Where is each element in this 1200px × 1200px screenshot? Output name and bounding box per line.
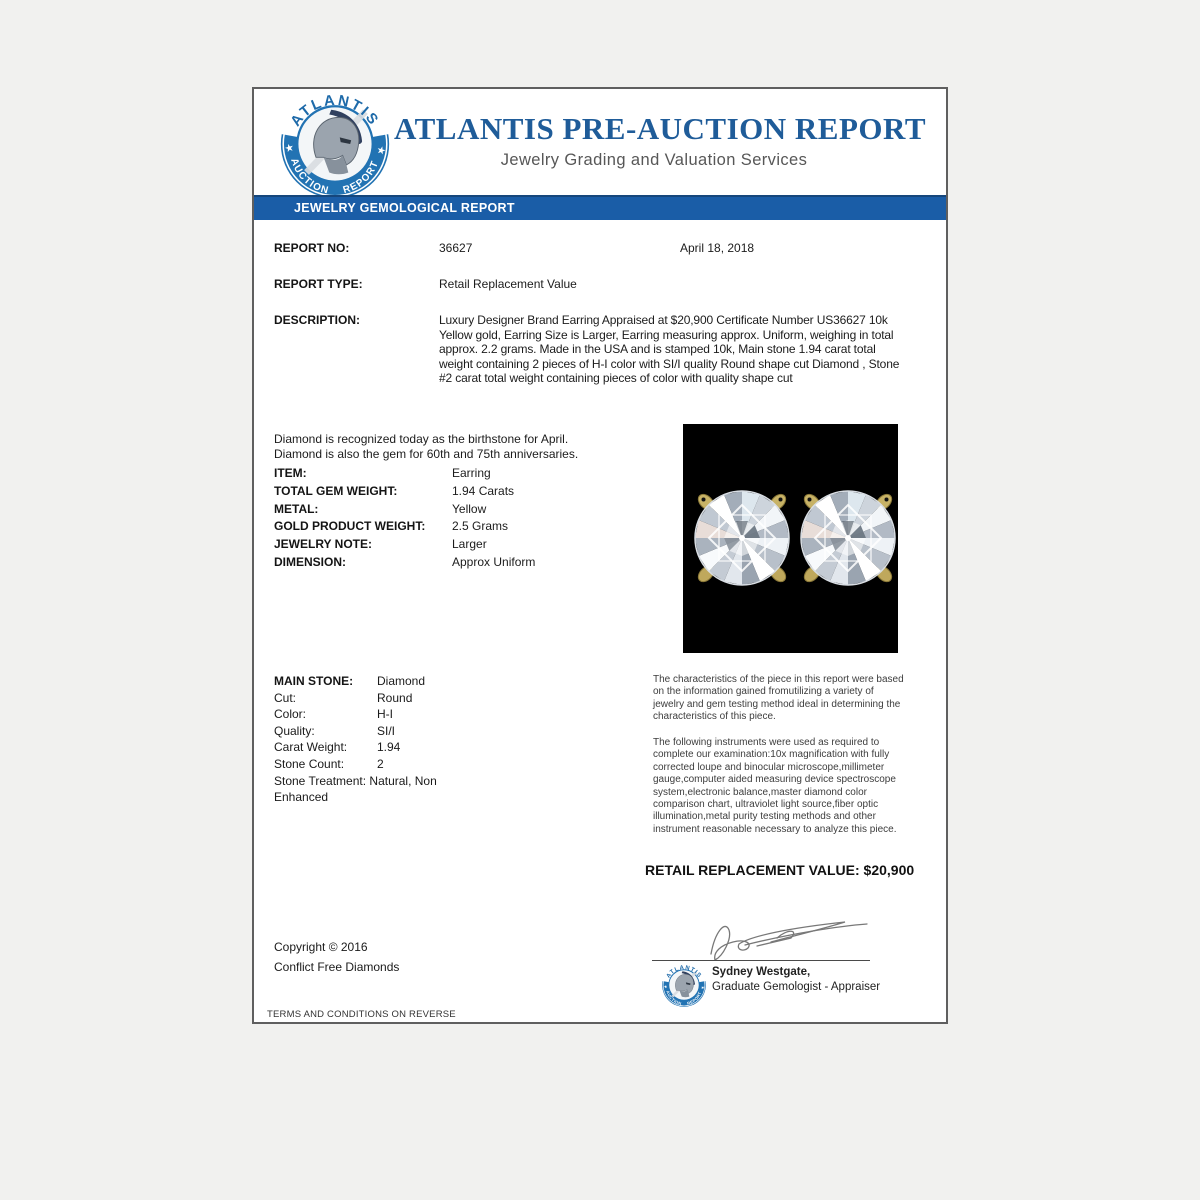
stone-attr-label: Stone Count:: [274, 756, 345, 771]
table-row: [274, 502, 674, 520]
appraiser-logo-icon: [661, 962, 707, 1008]
table-row: [274, 756, 492, 773]
stone-attr-value: Round: [377, 690, 413, 705]
main-stone-value: Diamond: [377, 674, 426, 688]
methodology-paragraph-2: The following instruments were used as required to complete our examination:10x magnification with fully corrected loupe and binocular microscope,millimeter gauge,computer aided measuring device spectroscope system,electronic balance,master diamond color comparison chart, ultraviolet light source,fiber optic illumination,metal purity testing methods and other instrument reasonable necessary to analyze this piece.: [653, 737, 897, 835]
stone-attr-value: H-I: [377, 707, 393, 722]
item-label: DIMENSION:: [274, 554, 346, 569]
description-label: DESCRIPTION:: [274, 313, 361, 327]
report-page: [252, 87, 948, 1024]
methodology-paragraph-1: The characteristics of the piece in this report were based on the information gained fromutilizing a variety of jewelry and gem testing method ideal in determining the characteristics of this piece.: [653, 674, 904, 723]
main-stone-label: MAIN STONE:: [274, 674, 354, 688]
item-value: Yellow: [452, 501, 487, 516]
terms-notice: TERMS AND CONDITIONS ON REVERSE: [267, 1009, 456, 1020]
copyright-text: Copyright © 2016: [274, 940, 368, 954]
report-type-value: Retail Replacement Value: [439, 277, 577, 291]
stone-attr-label: Color:: [274, 707, 307, 722]
table-row: [274, 537, 674, 555]
table-row: [274, 706, 492, 723]
report-type-label: REPORT TYPE:: [274, 277, 363, 291]
item-label: METAL:: [274, 501, 319, 516]
signature-line: [652, 960, 870, 961]
table-row: [274, 739, 492, 756]
appraiser-name: Sydney Westgate,: [712, 966, 811, 978]
appraiser-title: Graduate Gemologist - Appraiser: [712, 981, 881, 993]
page-subtitle: Jewelry Grading and Valuation Services: [500, 151, 808, 169]
table-row: [274, 673, 492, 690]
table-row: [274, 519, 674, 537]
table-row: [274, 723, 492, 740]
stone-attr-label: Cut:: [274, 690, 297, 705]
page-title: ATLANTIS PRE-AUCTION REPORT: [394, 111, 927, 146]
table-row: [274, 555, 674, 573]
report-no-value: 36627: [439, 241, 473, 255]
table-row: [274, 484, 674, 502]
stone-attr-value: SI/I: [377, 723, 396, 738]
stone-attr-value: 1.94: [377, 740, 401, 755]
item-label: JEWELRY NOTE:: [274, 537, 373, 552]
main-stone-table: [274, 673, 492, 806]
item-value: 2.5 Grams: [452, 519, 509, 534]
report-date: April 18, 2018: [680, 241, 755, 255]
retail-replacement-value: RETAIL REPLACEMENT VALUE: $20,900: [645, 862, 915, 878]
stone-treatment-row: [274, 773, 492, 806]
conflict-free-text: Conflict Free Diamonds: [274, 960, 400, 974]
stone-attr-value: Natural, Non Enhanced: [274, 773, 437, 805]
item-label: ITEM:: [274, 466, 307, 480]
table-row: [274, 466, 674, 484]
table-row: [274, 690, 492, 707]
item-value: Larger: [452, 537, 487, 552]
stone-attr-label: Quality:: [274, 723, 315, 738]
signature-scribble: [649, 912, 911, 964]
report-no-label: REPORT NO:: [274, 241, 350, 255]
stone-attr-label: Carat Weight:: [274, 740, 348, 755]
birthstone-note: [274, 432, 704, 462]
item-value: Earring: [452, 466, 491, 480]
appraiser-block: [712, 965, 880, 995]
section-banner: [254, 195, 946, 220]
item-value: 1.94 Carats: [452, 483, 515, 498]
item-label: TOTAL GEM WEIGHT:: [274, 483, 398, 498]
item-label: GOLD PRODUCT WEIGHT:: [274, 519, 426, 534]
birthstone-note-line2: Diamond is also the gem for 60th and 75th anniversaries.: [274, 447, 579, 461]
birthstone-note-line1: Diamond is recognized today as the birthstone for April.: [274, 432, 569, 446]
atlantis-logo-icon: [278, 87, 392, 201]
stone-attr-label: Stone Treatment:: [274, 773, 367, 788]
description-text: Luxury Designer Brand Earring Appraised at $20,900 Certificate Number US36627 10k Yellow gold, Earring Size is Larger, Earring measuring approx. Uniform, weighing in total approx. 2.2 grams. Made in the USA and is stamped 10k, Main stone 1.94 carat total weight containing 2 pieces of H-I color with SI/I quality Round shape cut Diamond , Stone #2 carat total weight containing pieces of color with quality shape cut: [439, 313, 900, 386]
item-value: Approx Uniform: [452, 554, 536, 569]
earring-photo: [683, 424, 898, 653]
stone-attr-value: 2: [377, 756, 384, 771]
item-details-table: [274, 466, 674, 573]
banner-label: JEWELRY GEMOLOGICAL REPORT: [294, 201, 515, 215]
